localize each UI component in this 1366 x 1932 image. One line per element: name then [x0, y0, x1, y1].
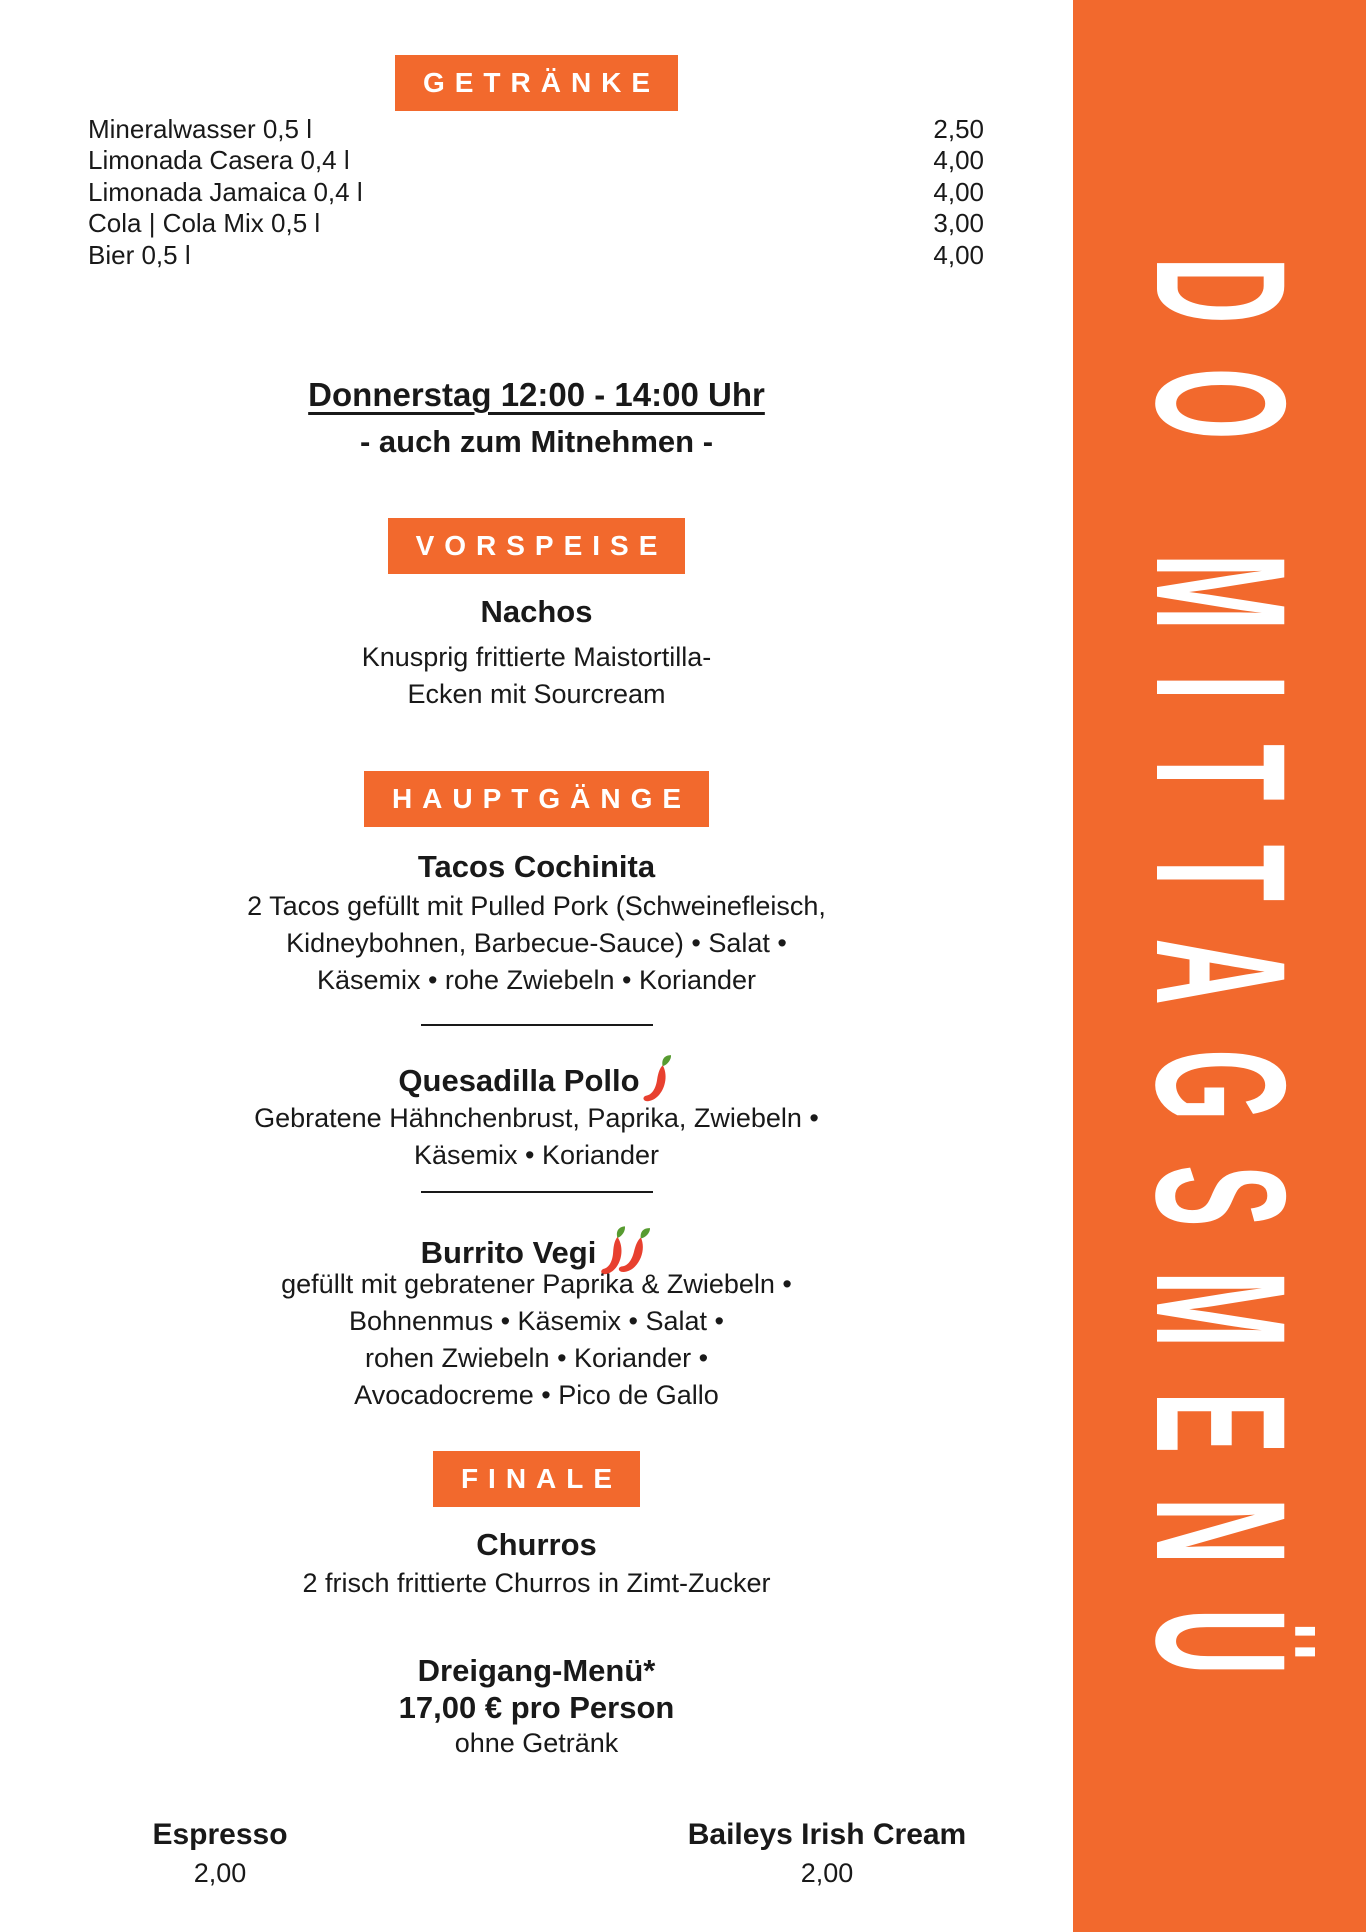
starter-badge: VORSPEISE — [388, 518, 686, 574]
dish-description-line: Gebratene Hähnchenbrust, Paprika, Zwiebeln • — [254, 1103, 819, 1133]
divider — [421, 1024, 653, 1026]
dish-description — [0, 1266, 1073, 1414]
drink-price: 2,50 — [933, 114, 984, 144]
drink-price: 4,00 — [933, 239, 984, 270]
drink-price: 3,00 — [933, 208, 984, 239]
dish-description-line: Käsemix • Koriander — [413, 1140, 660, 1170]
dish-description-line: Knusprig frittierte Maistortilla- — [361, 642, 712, 672]
dish-description-line: Ecken mit Sourcream — [407, 679, 666, 709]
starter-section-header — [0, 518, 1073, 574]
drinks-section-header — [0, 55, 1073, 111]
drink-name: Bier 0,5 l — [88, 239, 191, 270]
drink-row — [88, 240, 984, 271]
dish-title-quesadilla — [0, 1053, 1073, 1105]
dish-description-line: 2 Tacos gefüllt mit Pulled Pork (Schweinefleisch, — [247, 891, 826, 921]
dish-description — [0, 639, 1073, 713]
footer-drink-price: 2,00 — [800, 1858, 854, 1888]
dish-description-line: Avocadocreme • Pico de Gallo — [354, 1380, 719, 1410]
drink-name: Cola | Cola Mix 0,5 l — [88, 208, 321, 239]
divider — [421, 1191, 653, 1193]
dish-title-text: Quesadilla Pollo — [398, 1063, 640, 1098]
sidebar — [1073, 0, 1366, 1932]
mains-section-header — [0, 771, 1073, 827]
drink-row — [88, 145, 984, 176]
drinks-badge: GETRÄNKE — [395, 55, 678, 111]
drink-price: 4,00 — [933, 145, 984, 176]
dish-description-line: rohen Zwiebeln • Koriander • — [364, 1343, 709, 1373]
drink-price: 4,00 — [933, 176, 984, 207]
drink-row — [88, 177, 984, 208]
dish-title-churros: Churros — [476, 1527, 597, 1562]
dish-description-line: Bohnenmus • Käsemix • Salat • — [348, 1306, 725, 1336]
drink-name: Limonada Casera 0,4 l — [88, 145, 350, 176]
drink-name: Mineralwasser 0,5 l — [88, 114, 312, 144]
schedule-heading: Donnerstag 12:00 - 14:00 Uhr — [308, 376, 765, 413]
dish-title-tacos: Tacos Cochinita — [417, 849, 656, 884]
dessert-badge: FINALE — [433, 1451, 640, 1507]
footer-item-baileys — [627, 1820, 1027, 1889]
footer-drink-name: Baileys Irish Cream — [687, 1818, 967, 1851]
chili-icon — [642, 1051, 678, 1106]
drinks-list — [88, 114, 984, 271]
footer-item-espresso — [20, 1820, 420, 1889]
dish-description — [0, 888, 1073, 999]
footer-drink-name: Espresso — [152, 1818, 288, 1851]
dish-title-text: Burrito Vegi — [420, 1235, 597, 1270]
dish-description — [0, 1100, 1073, 1174]
drink-row — [88, 114, 984, 145]
dish-description — [0, 1565, 1073, 1602]
dish-description-line: 2 frisch frittierte Churros in Zimt-Zucker — [302, 1568, 771, 1598]
schedule-subheading: - auch zum Mitnehmen - — [359, 424, 714, 459]
footer-drink-price: 2,00 — [193, 1858, 247, 1888]
sidebar-vertical-title: DO MITTAGSMENÜ — [1117, 256, 1323, 1720]
mains-badge: HAUPTGÄNGE — [364, 771, 709, 827]
drink-row — [88, 208, 984, 239]
dish-description-line: Kidneybohnen, Barbecue-Sauce) • Salat • — [286, 928, 787, 958]
drink-name: Limonada Jamaica 0,4 l — [88, 176, 363, 207]
dessert-section-header — [0, 1451, 1073, 1507]
offer-title: Dreigang-Menü* — [417, 1653, 656, 1688]
offer-price: 17,00 € pro Person — [398, 1690, 675, 1725]
dish-description-line: Käsemix • rohe Zwiebeln • Koriander — [316, 965, 757, 995]
dish-description-line: gefüllt mit gebratener Paprika & Zwiebeln • — [281, 1269, 792, 1299]
dish-title-nachos: Nachos — [480, 594, 593, 629]
offer-note: ohne Getränk — [454, 1728, 619, 1758]
